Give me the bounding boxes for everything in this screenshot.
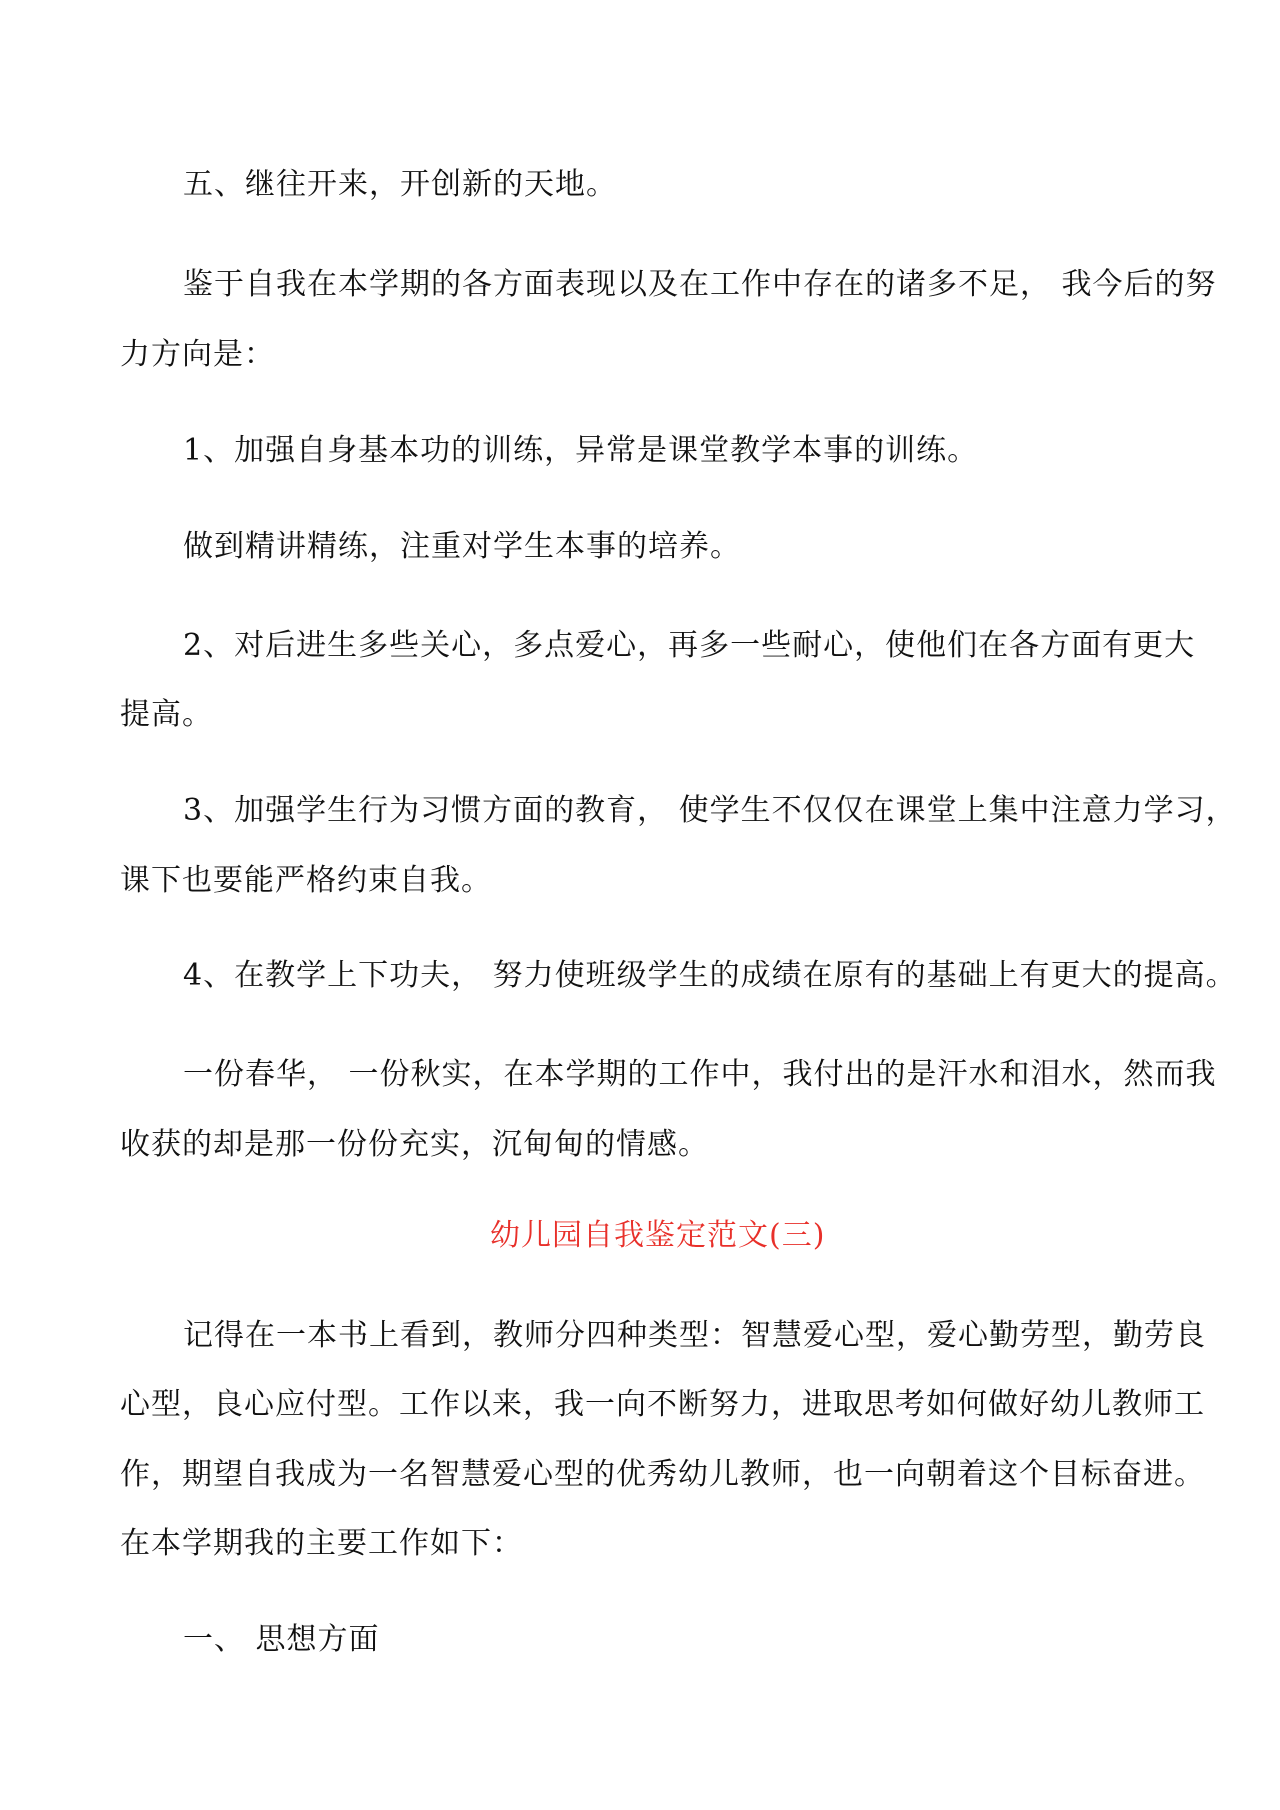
paragraph-line: 在本学期我的主要工作如下：	[120, 1526, 523, 1561]
list-item-2: 2、对后进生多些关心，多点爱心，再多一些耐心，使他们在各方面有更大	[183, 628, 1196, 663]
list-item-1: 1、加强自身基本功的训练，异常是课堂教学本事的训练。	[183, 433, 979, 468]
paragraph-line: 提高。	[120, 697, 213, 732]
paragraph-line: 力方向是：	[120, 337, 275, 372]
subsection-title: 一、 思想方面	[183, 1622, 380, 1657]
section-five-title: 五、继往开来，开创新的天地。	[183, 167, 617, 202]
paragraph-line: 做到精讲精练，注重对学生本事的培养。	[183, 529, 741, 564]
paragraph-line: 作，期望自我成为一名智慧爱心型的优秀幼儿教师，也一向朝着这个目标奋进。	[120, 1457, 1205, 1492]
paragraph-line: 一份春华， 一份秋实，在本学期的工作中，我付出的是汗水和泪水，然而我	[183, 1057, 1217, 1092]
paragraph-line: 心型，良心应付型。工作以来，我一向不断努力，进取思考如何做好幼儿教师工	[120, 1387, 1205, 1422]
paragraph-line: 鉴于自我在本学期的各方面表现以及在工作中存在的诸多不足， 我今后的努	[183, 267, 1217, 302]
paragraph-line: 收获的却是那一份份充实，沉甸甸的情感。	[120, 1127, 709, 1162]
section-heading: 幼儿园自我鉴定范文(三)	[490, 1218, 826, 1253]
paragraph-line: 课下也要能严格约束自我。	[120, 863, 492, 898]
list-item-4: 4、在教学上下功夫， 努力使班级学生的成绩在原有的基础上有更大的提高。	[183, 958, 1237, 993]
paragraph-line: 记得在一本书上看到，教师分四种类型：智慧爱心型，爱心勤劳型，勤劳良	[183, 1318, 1206, 1353]
list-item-3: 3、加强学生行为习惯方面的教育， 使学生不仅仅在课堂上集中注意力学习，	[183, 793, 1237, 828]
